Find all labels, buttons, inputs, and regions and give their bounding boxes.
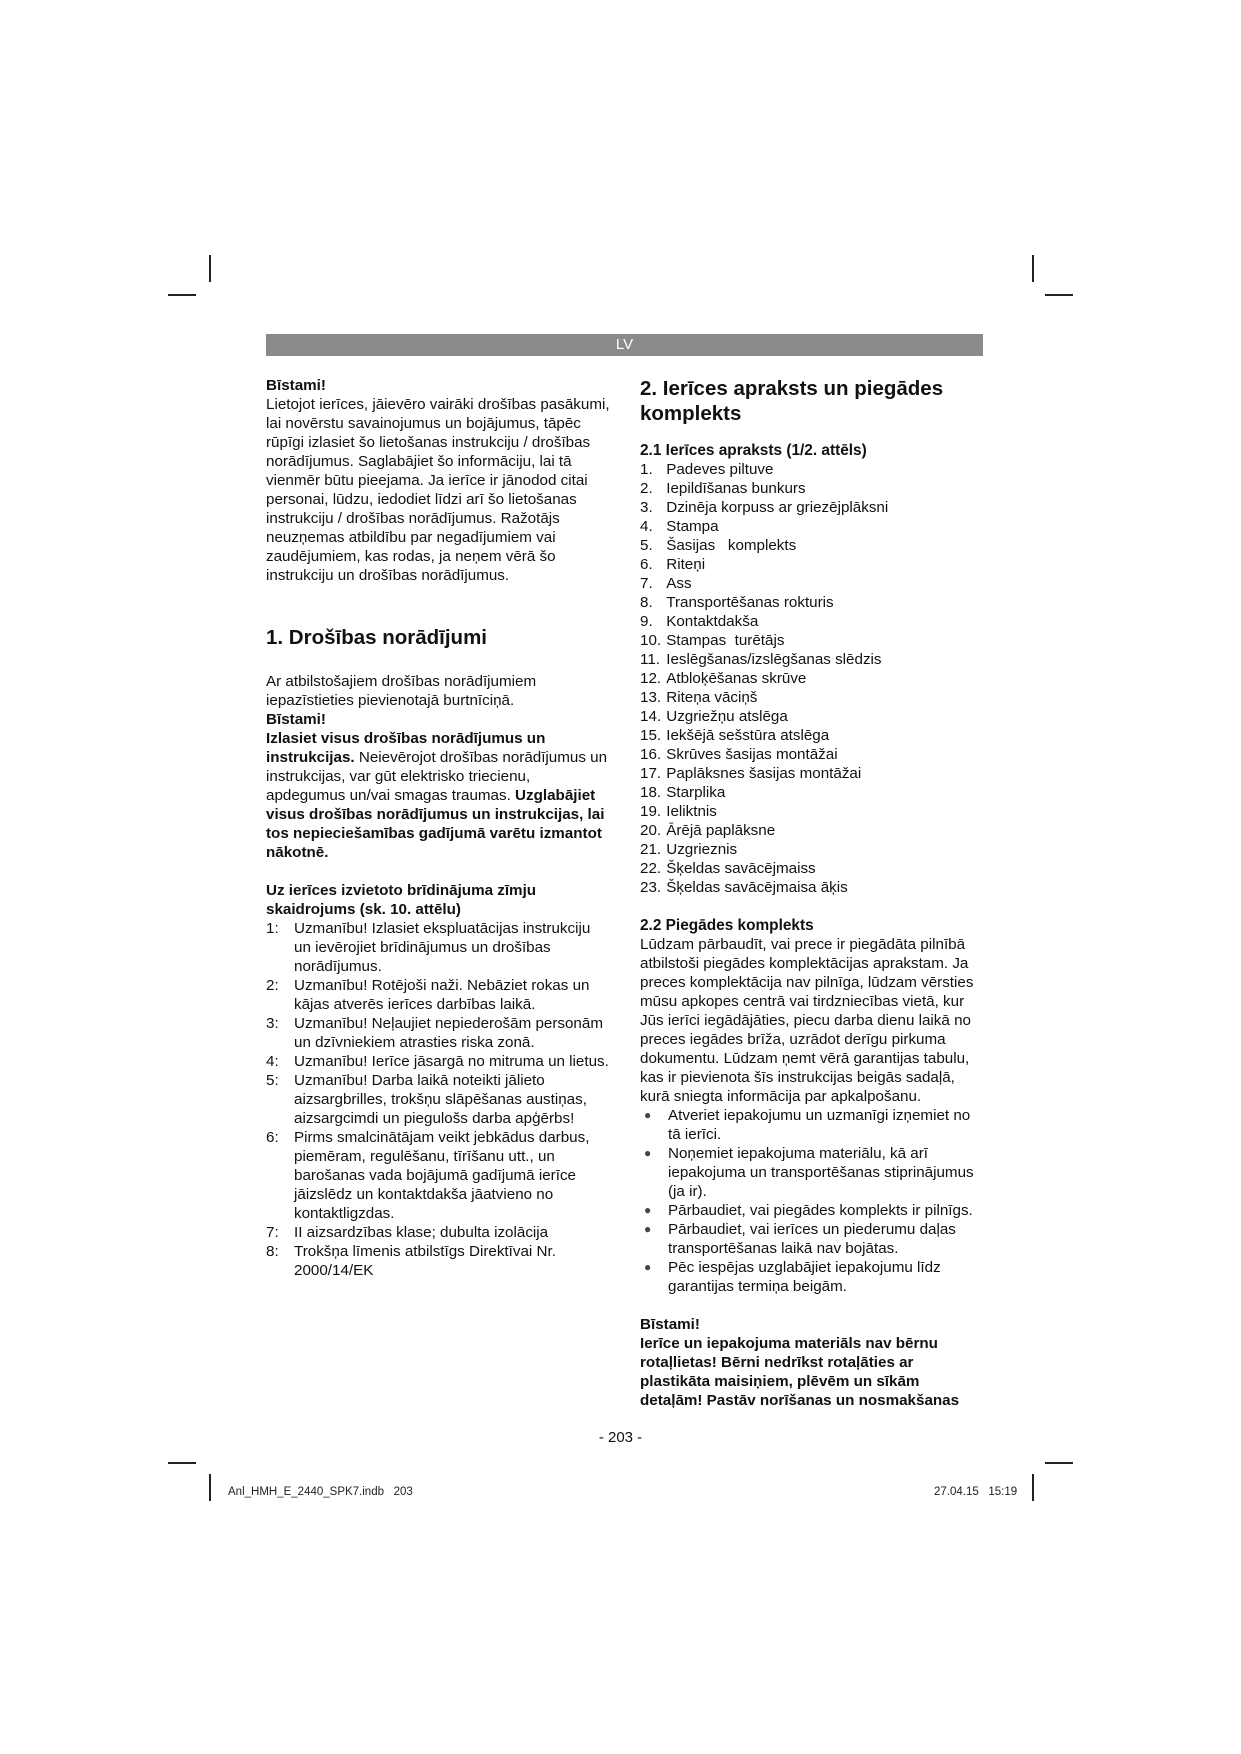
list-item: 6. Riteņi xyxy=(640,556,706,573)
list-item: 18. Starplika xyxy=(640,784,726,801)
bullet-icon: ● xyxy=(644,1260,652,1274)
list-item: 23. Šķeldas savācējmaisa āķis xyxy=(640,879,848,896)
parts-list xyxy=(640,460,985,897)
list-item: ● Pārbaudiet, vai piegādes komplekts ir pilnīgs. xyxy=(640,1201,985,1220)
bullet-icon: ● xyxy=(644,1222,652,1236)
language-header-bar: LV xyxy=(266,334,983,356)
crop-mark xyxy=(209,255,211,282)
crop-mark xyxy=(1045,294,1073,296)
bullet-icon: ● xyxy=(644,1203,652,1217)
danger-text: Lietojot ierīces, jāievēro vairāki drošības pasākumi, lai novērstu savainojumus un bojājumus, tāpēc rūpīgi izlasiet šo lietošanas instrukciju / drošības norādījumus. Saglabājiet šo informāciju, lai tā vienmēr būtu pieejama. Ja ierīce ir jānodod citai personai, lūdzu, iedodiet līdzi arī šo lietošanas instrukciju / drošības norādījumus. Ražotājs neuzņemas atbildību par negadījumiem vai zaudējumiem, kas rodas, ja neņem vērā šo instrukciju un drošības norādījumus. xyxy=(266,396,610,584)
footer-timestamp: 27.04.15 15:19 xyxy=(934,1486,1018,1498)
danger-title-2: Bīstami! xyxy=(266,711,326,728)
list-item: 15. Iekšējā sešstūra atslēga xyxy=(640,727,830,744)
section-1-title: 1. Drošības norādījumi xyxy=(266,626,487,649)
list-item: 12. Atbloķēšanas skrūve xyxy=(640,670,807,687)
list-item: ● Pēc iespējas uzglabājiet iepakojumu līdz garantijas termiņa beigām. xyxy=(640,1258,985,1296)
list-item: 14. Uzgriežņu atslēga xyxy=(640,708,788,725)
list-item: 8: Trokšņa līmenis atbilstīgs Direktīvai Nr. 2000/14/EK xyxy=(266,1243,556,1279)
delivery-text: Lūdzam pārbaudīt, vai prece ir piegādāta pilnībā atbilstoši piegādes komplektācijas aprakstam. Ja preces komplektācija nav pilnīga, lūdzam vērsties mūsu apkopes centrā vai tirdzniecības vietā, kur Jūs ierīci iegādājāties, piecu darba dienu laikā no preces iegādes brīža, uzrādot derīgu pirkuma dokumentu. Lūdzam ņemt vērā garantijas tabulu, kas ir pievienota šīs instrukcijas beigās sadaļā, kurā sniegta informācija par apkalpošanu. xyxy=(640,936,974,1105)
crop-mark xyxy=(1032,255,1034,282)
list-item: 20. Ārējā paplāksne xyxy=(640,822,776,839)
right-column xyxy=(640,376,985,1410)
list-item: 1: Uzmanību! Izlasiet ekspluatācijas instrukciju un ievērojiet brīdinājumus un drošības norādījumus. xyxy=(266,920,591,975)
left-column xyxy=(266,376,611,1280)
list-item: ● Atveriet iepakojumu un uzmanīgi izņemiet no tā ierīci. xyxy=(640,1106,985,1144)
list-item: 17. Paplāksnes šasijas montāžai xyxy=(640,765,862,782)
signs-title: Uz ierīces izvietoto brīdinājuma zīmju skaidrojums (sk. 10. attēlu) xyxy=(266,882,537,918)
list-item: 16. Skrūves šasijas montāžai xyxy=(640,746,838,763)
list-item: 5. Šasijas komplekts xyxy=(640,537,797,554)
crop-mark xyxy=(168,294,196,296)
crop-mark xyxy=(1032,1474,1034,1501)
list-item: 7: II aizsardzības klase; dubulta izolācija xyxy=(266,1224,549,1241)
list-item: 1. Padeves piltuve xyxy=(640,461,774,478)
danger-title: Bīstami! xyxy=(266,377,326,394)
list-item: 10. Stampas turētājs xyxy=(640,632,785,649)
section-2-title: 2. Ierīces apraksts un piegādes komplekts xyxy=(640,377,944,425)
crop-mark xyxy=(168,1462,196,1464)
list-item: 4: Uzmanību! Ierīce jāsargā no mitruma un lietus. xyxy=(266,1053,609,1070)
list-item: 11. Ieslēgšanas/izslēgšanas slēdzis xyxy=(640,651,882,668)
crop-mark xyxy=(1045,1462,1073,1464)
list-item: ● Noņemiet iepakojuma materiālu, kā arī iepakojuma un transportēšanas stiprinājumus (ja ir). xyxy=(640,1144,985,1201)
footer-file-name: Anl_HMH_E_2440_SPK7.indb 203 xyxy=(228,1486,413,1498)
danger-bold-2: Uzglabājiet visus drošības norādījumus un instrukcijas, lai tos nepieciešamības gadījumā varētu izmantot nākotnē. xyxy=(266,787,605,861)
subsection-2-1-title: 2.1 Ierīces apraksts (1/2. attēls) xyxy=(640,442,867,459)
intro-text: Ar atbilstošajiem drošības norādījumiem iepazīstieties pievienotajā burtnīciņā. xyxy=(266,673,537,709)
list-item: 3. Dzinēja korpuss ar griezējplāksni xyxy=(640,499,889,516)
danger-normal: Neievērojot drošības norādījumus un instrukcijas, var gūt elektrisko triecienu, apdegumus un/vai smagas traumas. xyxy=(266,749,608,804)
list-item: 3: Uzmanību! Neļaujiet nepiederošām personām un dzīvniekiem atrasties riska zonā. xyxy=(266,1015,603,1051)
subsection-2-2-title: 2.2 Piegādes komplekts xyxy=(640,917,814,934)
list-item: 4. Stampa xyxy=(640,518,719,535)
list-item: 22. Šķeldas savācējmaiss xyxy=(640,860,816,877)
list-item: 9. Kontaktdakša xyxy=(640,613,759,630)
danger-text-3: Ierīce un iepakojuma materiāls nav bērnu rotaļlietas! Bērni nedrīkst rotaļāties ar plastikāta maisiņiem, plēvēm un sīkām detaļām! Pastāv norīšanas un nosmakšanas xyxy=(640,1335,960,1409)
delivery-bullet-list xyxy=(640,1106,985,1296)
list-item: 2. Iepildīšanas bunkurs xyxy=(640,480,806,497)
warning-signs-list xyxy=(266,919,611,1280)
list-item: 8. Transportēšanas rokturis xyxy=(640,594,834,611)
crop-mark xyxy=(209,1474,211,1501)
danger-paragraph-2 xyxy=(266,729,611,862)
list-item: 13. Riteņa vāciņš xyxy=(640,689,758,706)
list-item: 21. Uzgrieznis xyxy=(640,841,738,858)
list-item: 19. Ieliktnis xyxy=(640,803,717,820)
bullet-icon: ● xyxy=(644,1146,652,1160)
list-item: ● Pārbaudiet, vai ierīces un piederumu daļas transportēšanas laikā nav bojātas. xyxy=(640,1220,985,1258)
list-item: 7. Ass xyxy=(640,575,692,592)
list-item: 2: Uzmanību! Rotējoši naži. Nebāziet rokas un kājas atverēs ierīces darbības laikā. xyxy=(266,977,590,1013)
bullet-icon: ● xyxy=(644,1108,652,1122)
list-item: 5: Uzmanību! Darba laikā noteikti jālieto aizsargbrilles, trokšņu slāpēšanas austiņas, aizsargcimdi un piegulošs darba apģērbs! xyxy=(266,1072,587,1127)
danger-title-3: Bīstami! xyxy=(640,1316,700,1333)
page-number: - 203 - xyxy=(598,1429,643,1446)
danger-bold-1: Izlasiet visus drošības norādījumus un instrukcijas. xyxy=(266,730,546,766)
list-item: 6: Pirms smalcinātājam veikt jebkādus darbus, piemēram, regulēšanu, tīrīšanu utt., un barošanas vada bojājumā gadījumā ierīce jāizslēdz un kontaktdakša jāatvieno no kontaktligzdas. xyxy=(266,1129,590,1222)
